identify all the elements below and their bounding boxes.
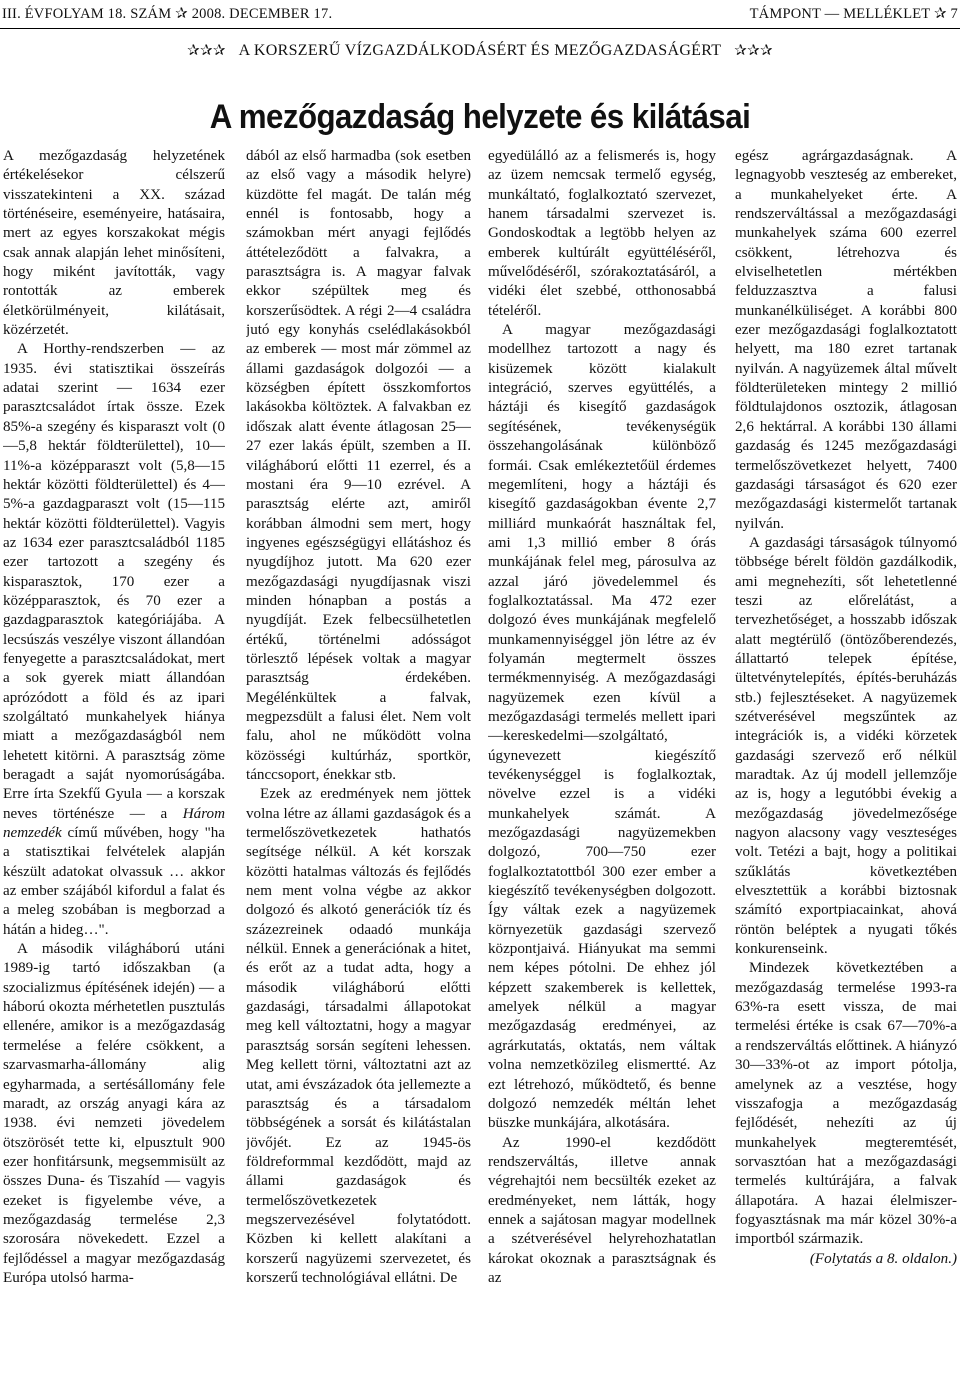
supplement-info bbox=[750, 4, 958, 23]
article-body bbox=[0, 147, 960, 1382]
header-rule bbox=[0, 28, 960, 29]
paragraph: A gazdasági társaságok túlnyomó többsége bérelt földön gazdálkodik, ami megnehezíti, sőt lehetetlenné teszi az előrelátást, a tervezhetőséget, a hosszabb időszak alatt megtérülő (öntözőberendezés, állattartó telepek építése, ültetvénytelepítés, építés-beruházás stb.) fejlesztéseket. A nagyüzemek szétverésével megszűntek az integrációk is, a vidéki körzetek gazdasági szervező erő nélkül maradtak. Az új modell jellemzője az is, hogy a legutóbbi évekig a mezőgazdaság jövedelmezősége nagyon alacsony vagy veszteséges volt. Tetézi a bajt, hogy a politikai szűklátás következtében elvesztettük a korábbi biztosnak számító exportpiacainkat, ahová röntön beléptek a nyugati tőkés konkurenseink. bbox=[735, 534, 957, 958]
stars-left-icon: ✰✰✰ bbox=[187, 43, 226, 59]
paragraph: A második világháború utáni 1989-ig tartó időszakban (a szocializmus építésének idején) — a háború okozta mérhetetlen pusztulás ellenére, amikor is a mezőgazdaság termelése a felére csökkent, a szarvasmarha-állomány alig egyharmada, a sertésállomány fele maradt, az ország anyagi kára az 1938. évi nemzeti jövedelem ötszörösét tette ki, elpusztult 900 ezer honfitársunk, megsemmisült az összes Duna- és Tiszahíd — vagyis ezeket is figyelembe véve, a mezőgazdaság termelése 2,3 szorosára növekedett. Ezzel a fejlődéssel a magyar mezőgazdaság Európa utolsó harma- bbox=[3, 941, 225, 1286]
supplement-banner bbox=[0, 41, 960, 60]
paragraph: egyedülálló az a felismerés is, hogy az üzem nemcsak termelő egység, munkáltató, foglalkoztató szervezet, hanem társadalmi szervezet is. Gondoskodtak a legtöbb helyen az emberek kultúrált együttéléséről, művelődéséről, szórakoztatásáról, a vidéki élet szebbé, otthonosabbá tételéről. bbox=[488, 148, 716, 319]
supplement-title: TÁMPONT — MELLÉKLET bbox=[749, 6, 931, 22]
stars-right-icon: ✰✰✰ bbox=[734, 43, 773, 59]
paragraph: Ezek az eredmények nem jöttek volna létre az állami gazdaságok és a termelőszövetkezetek hathatós segítsége nélkül. A két korszak közötti hatalmas változás és fejlődés nem ment volna végbe az akkor dolgozó és alkotó generációk tíz és százezreinek odaadó munkája nélkül. Ennek a generációnak a hitet, és erőt az a tudat adta, hogy a második világháború előtti gazdasági, társadalmi állapotokat meg kell változtatni, hogy a magyar parasztság sorsán segíteni lehessen. Meg kellett törni, változtatni azt az utat, ami évszázadok óta jellemezte a parasztság és a társadalom többségének a sorsát és kilátástalan jövőjét. Ez az 1945-ös földreformmal kezdődött, majd az állami gazdaságok és termelőszövetkezetek megszervezésével folytatódott. Közben ki kellett alakítani a korszerű nagyüzemi szervezetet, és korszerű technológiával ellátni. De bbox=[246, 786, 471, 1286]
column-4 bbox=[735, 147, 957, 1382]
running-header bbox=[0, 4, 960, 26]
star-icon: ✰ bbox=[175, 6, 188, 22]
paragraph: A mezőgazdaság helyzetének értékelésekor célszerű visszatekinteni a XX. század történéseire, eseményeire, hatásaira, mert az egyes korszakokat mégis csak annak alapján lehet minősíteni, hogy miként javították, vagy rontották az emberek életkörülményeit, kilátásait, közérzetét. bbox=[3, 148, 225, 339]
column-1 bbox=[3, 147, 225, 1382]
issue-info bbox=[2, 4, 332, 23]
paragraph: Mindezek következtében a mezőgazdaság termelése 1993-ra 63%-ra esett vissza, de mai termelési értéke is csak 67—70%-a a rendszerváltás előttinek. A hiányzó 30—33%-ot az import pótolja, amelynek az a vesztése, hogy visszafogja a mezőgazdaság fejlődését, nehezíti az új munkahelyek megteremtését, sorvasztóan hat a mezőgazdasági termelés kultúrájára, a falvak állapotára. A hazai élelmiszer-fogyasztásnak ma már közel 30%-a importból származik. bbox=[735, 960, 957, 1248]
paragraph: dából az első harmadba (sok esetben az első vagy a második helyre) küzdötte fel magát. De talán még ennél is fontosabb, hogy a számokban mért anyagi fejlődés áttételeződött a falvakra, a parasztságra is. A magyar falvak ekkor szépültek meg és korszerűsödtek. A régi 2—4 családra jutó egy konyhás cselédlakásokból az emberek — most már zömmel az állami gazdaságok dolgozói — a községben épített összkomfortos lakásokba költöztek. A falvakban ez időszak alatt évente átlagosan 25—27 ezer lakás épült, szemben a II. világháború előtti 11 ezerrel, és a mostani éra 9—10 ezrével. A parasztság elérte azt, amiről korábban álmodni sem mert, hogy ingyenes egészségügyi ellátáshoz és nyugdíjhoz jutott. Ma 620 ezer mezőgazdasági nyugdíjasnak viszi minden hónapban a postás a nyugdíját. Ezek felbecsülhetetlen értékű, történelmi adósságot törlesztő lépések voltak a magyar parasztság érdekében. Megélénkültek a falvak, megpezsdült a falusi élet. Nem volt falu, ahol ne működött volna közösségi kultúrház, sportkör, tánccsoport, énekkar stb. bbox=[246, 148, 471, 783]
book-title: Három nemzedék bbox=[3, 805, 225, 842]
star-icon: ✰ bbox=[933, 6, 947, 22]
paragraph-text: című művében, hogy "ha a statisztikai felvételek alapján készült adatokat olvassuk … akkor az ember szájából kifordul a falat és a meleg szobában is megborzad a hátán a hideg…". bbox=[3, 825, 225, 938]
article-headline: A mezőgazdaság helyzete és kilátásai bbox=[209, 98, 751, 136]
paragraph-text: A Horthy-rendszerben — az 1935. évi statisztikai összeírás adatai szerint — 1634 ezer parasztcsaládot írtak össze. Ezek 85%-a szegény és kisparaszt volt (0—5,8 hektár földterülettel), 10—11%-a középparaszt volt (5,8—15 hektár közötti földterülettel) és 4—5%-a gazdagparaszt volt (15—115 hektár közötti földterülettel). Vagyis az 1634 ezer parasztcsaládból 1185 ezer tartozott a szegény és kisparasztok, 170 ezer a középparasztok, és 70 ezer a gazdagparasztok kategóriájába. A lecsúszás veszélye viszont állandóan fenyegette a parasztcsaládokat, mert a sok gyerek miatt állandóan aprózódott a föld és az ipari szolgáltató munkahelyek hiánya miatt a mezőgazdaságból nem lehetett kitörni. A parasztság zöme beragadt a saját nyomorúságába. Erre írta Szekfű Gyula — a korszak neves történésze — a bbox=[3, 341, 225, 822]
issue-volume: III. ÉVFOLYAM 18. SZÁM bbox=[2, 6, 172, 22]
column-2 bbox=[246, 147, 471, 1382]
paragraph: egész agrárgazdaságnak. A legnagyobb veszteség az embereket, a munkahelyeket érte. A rendszerváltással a mezőgazdasági munkahelyek száma 600 ezerrel csökkent, létrehozva és elviselhetetlen mértékben felduzzasztva a falusi munkanélküliséget. A korábbi 800 ezer mezőgazdasági foglalkoztatott helyett, ma 180 ezret tartanak nyilván. A nagyüzemek által művelt földterületeken mintegy 2 millió földtulajdonos osztozik, átlagosan 2,6 hektárral. A korábbi 130 állami gazdaság és 1245 mezőgazdasági termelőszövetkezet helyett, 7400 gazdasági társaságot és 620 ezer mezőgazdasági kistermelőt tartanak nyilván. bbox=[735, 148, 957, 532]
issue-date: 2008. DECEMBER 17. bbox=[191, 6, 333, 22]
paragraph bbox=[3, 340, 225, 940]
continued-note: (Folytatás a 8. oldalon.) bbox=[809, 1250, 957, 1267]
banner-text: A KORSZERŰ VÍZGAZDÁLKODÁSÉRT ÉS MEZŐGAZDASÁGÉRT bbox=[238, 42, 722, 59]
paragraph: Az 1990-el kezdődött rendszerváltás, illetve annak végrehajtói nem becsülték ezeket az eredményeket, nem látták, hogy ennek a sajátosan magyar modellnek a szétverésével helyrehozhatatlan károkat okoznak a parasztságnak és az bbox=[488, 1134, 716, 1286]
column-3 bbox=[488, 147, 716, 1382]
paragraph: A magyar mezőgazdasági modellhez tartozott a nagy és kisüzemek között kialakult integráció, szerves együttélés, a háztáji és kisegítő gazdaságok segítésének, tevékenységük összehangolásának különböző formái. Csak emlékeztetőül érdemes megemlíteni, hogy a háztáji és kisegítő gazdaságokban évente 2,7 milliárd munkaórát használtak fel, ami 1,3 millió ember 8 órás munkájának felel meg, párosulva az azzal járó jövedelemmel és foglalkoztatással. Ma 472 ezer dolgozó éves munkájának megfelelő munkamennyiséggel jön létre az év folyamán megtermelt összes termékmennyiség. A mezőgazdasági nagyüzemek ezen kívül a mezőgazdasági termelés mellett ipari—kereskedelmi—szolgáltató, úgynevezett kiegészítő tevékenységgel is foglalkoztak, növelve ezzel is a vidéki munkahelyek számát. A mezőgazdasági nagyüzemekben dolgozó, 700—750 ezer foglalkoztatottból 300 ezer ember a kiegészítő tevékenységben dolgozott. Így váltak ezek a nagyüzemek környezetük gazdasági szervező központjaivá. Hiányukat ma semmi nem képes pótolni. De ehhez jól képzett szakemberek is kellettek, amelyek nélkül a magyar mezőgazdaság eredményei, az agrárkutatás, oktatás, nem váltak volna nemzetközileg elismertté. Az ezt létrehozó, működtető, és benne dolgozó nemzedék méltán lehet büszke munkájára, alkotására. bbox=[488, 322, 716, 1132]
page-number: 7 bbox=[950, 6, 958, 22]
